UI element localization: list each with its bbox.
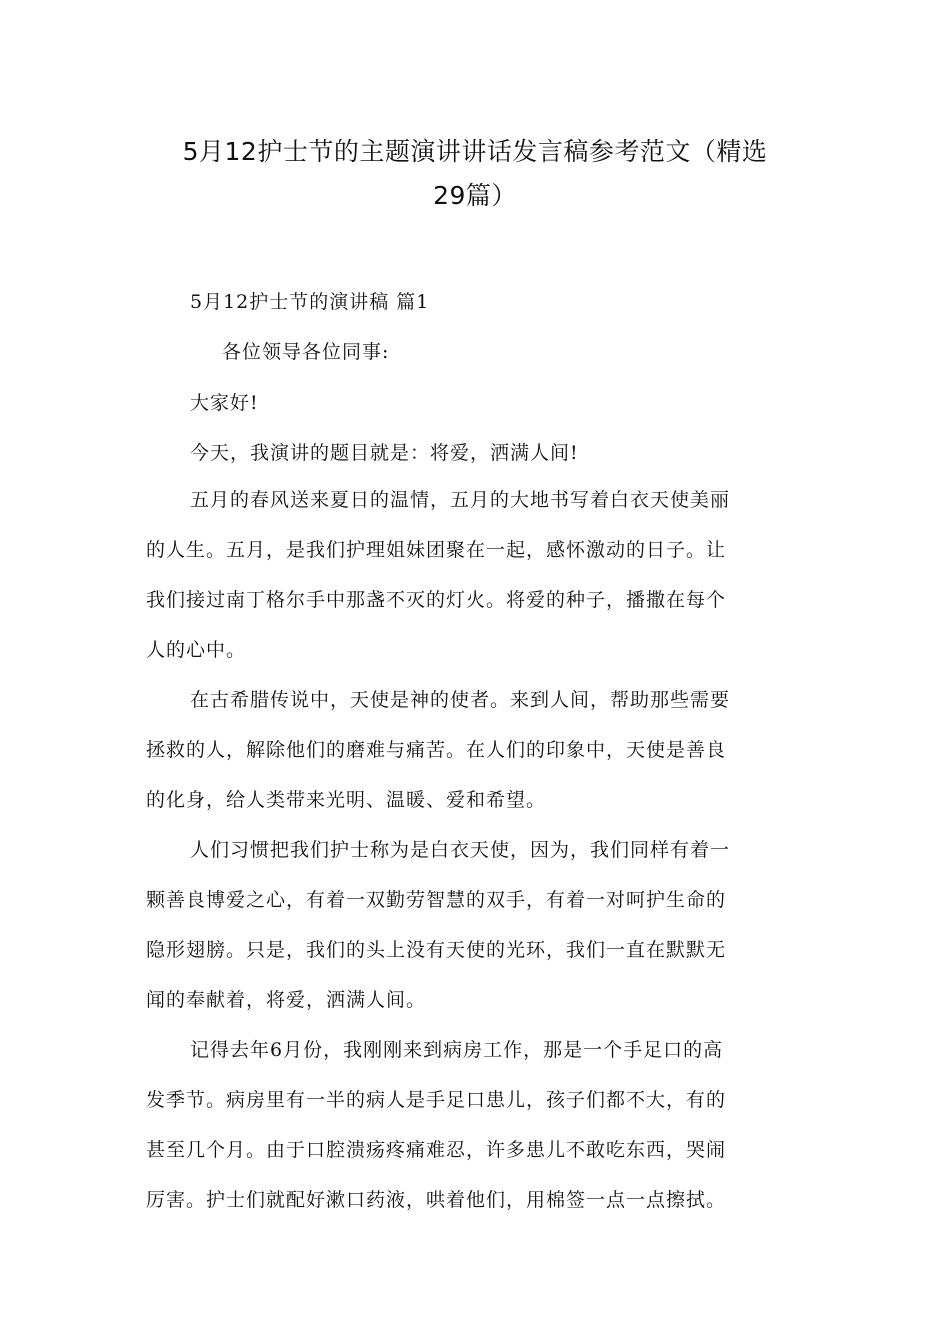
title-line-2: 29篇） bbox=[433, 181, 517, 210]
paragraph-4 bbox=[146, 1035, 806, 1235]
paragraph-line: 发季节。病房里有一半的病人是手足口患儿，孩子们都不大，有的 bbox=[146, 1089, 727, 1111]
paragraph-line: 甚至几个月。由于口腔溃疡疼痛难忍，许多患儿不敢吃东西，哭闹 bbox=[146, 1139, 727, 1161]
paragraph-line: 在古希腊传说中，天使是神的使者。来到人间，帮助那些需要 bbox=[190, 689, 731, 711]
paragraph-line: 隐形翅膀。只是，我们的头上没有天使的光环，我们一直在默默无 bbox=[146, 939, 727, 961]
paragraph-line: 闻的奉献着，将爱，洒满人间。 bbox=[146, 989, 427, 1011]
paragraph-line: 厉害。护士们就配好漱口药液，哄着他们，用棉签一点一点擦拭。 bbox=[146, 1189, 727, 1211]
paragraph-line: 记得去年6月份，我刚刚来到病房工作，那是一个手足口的高 bbox=[190, 1039, 724, 1061]
document-title bbox=[140, 130, 810, 218]
paragraph-line: 的人生。五月，是我们护理姐妹团聚在一起，感怀激动的日子。让 bbox=[146, 539, 727, 561]
paragraph-1 bbox=[146, 485, 806, 685]
salutation: 各位领导各位同事: bbox=[222, 341, 390, 363]
paragraph-line: 的化身，给人类带来光明、温暖、爱和希望。 bbox=[146, 789, 547, 811]
paragraph-line: 人们习惯把我们护士称为是白衣天使，因为，我们同样有着一 bbox=[190, 839, 731, 861]
speech-topic: 今天，我演讲的题目就是：将爱，洒满人间! bbox=[190, 442, 579, 464]
title-line-1: 5月12护士节的主题演讲讲话发言稿参考范文（精选 bbox=[182, 137, 768, 166]
paragraph-line: 颗善良博爱之心，有着一双勤劳智慧的双手，有着一对呵护生命的 bbox=[146, 889, 727, 911]
greeting: 大家好! bbox=[190, 392, 259, 414]
paragraph-3 bbox=[146, 835, 806, 1035]
section-heading: 5月12护士节的演讲稿 篇1 bbox=[190, 291, 430, 313]
paragraph-line: 拯救的人，解除他们的磨难与痛苦。在人们的印象中，天使是善良 bbox=[146, 739, 727, 761]
paragraph-line: 我们接过南丁格尔手中那盏不灭的灯火。将爱的种子，播撒在每个 bbox=[146, 589, 727, 611]
paragraph-line: 人的心中。 bbox=[146, 639, 247, 661]
paragraph-2 bbox=[146, 685, 806, 835]
paragraph-line: 五月的春风送来夏日的温情，五月的大地书写着白衣天使美丽 bbox=[190, 489, 731, 511]
